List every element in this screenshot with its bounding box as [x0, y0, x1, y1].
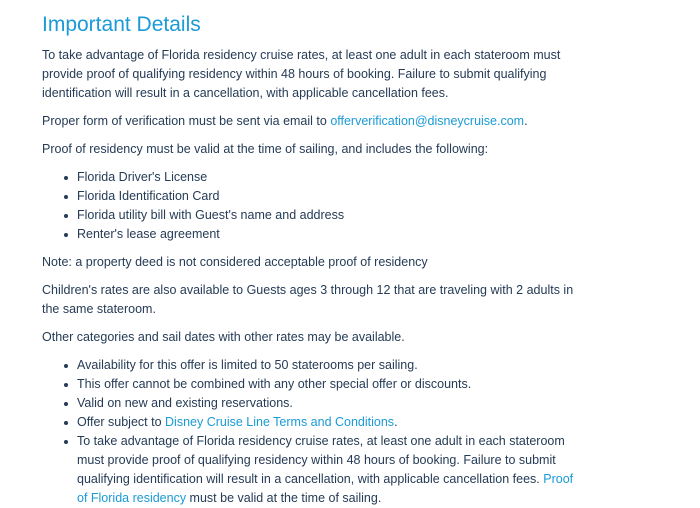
page-title: Important Details — [42, 13, 201, 36]
terms-list — [42, 356, 582, 508]
list-item — [77, 413, 582, 432]
verification-email-link[interactable]: offerverification@disneycruise.com — [330, 114, 525, 128]
terms-period: . — [394, 415, 398, 429]
residency-requirement-suffix: must be valid at the time of sailing. — [186, 491, 382, 505]
list-item: Availability for this offer is limited to 50 staterooms per sailing. — [77, 356, 582, 375]
proof-list — [42, 168, 582, 244]
list-item — [77, 432, 582, 508]
verification-period: . — [524, 114, 528, 128]
verification-text: Proper form of verification must be sent via email to — [42, 114, 331, 128]
proof-intro: Proof of residency must be valid at the time of sailing, and includes the following: — [42, 142, 489, 156]
list-item: This offer cannot be combined with any other special offer or discounts. — [77, 375, 582, 394]
list-item: Florida utility bill with Guest's name and address — [77, 206, 582, 225]
residency-requirement-text: To take advantage of Florida residency cruise rates, at least one adult in each stateroom must provide proof of qualifying residency within 48 hours of booking. Failure to submit qualifying identification will result in a cancellation, with applicable cancellation fees. — [77, 434, 565, 486]
list-item: Florida Identification Card — [77, 187, 582, 206]
verification-paragraph — [42, 112, 582, 131]
terms-text: Offer subject to — [77, 415, 166, 429]
note-paragraph: Note: a property deed is not considered acceptable proof of residency — [42, 255, 428, 269]
residency-paragraph: To take advantage of Florida residency cruise rates, at least one adult in each stateroom must provide proof of qualifying residency within 48 hours of booking. Failure to submit qualifying identification will result in a cancellation, with applicable cancellation fees. — [42, 48, 561, 100]
list-item: Florida Driver's License — [77, 168, 582, 187]
children-rates-paragraph: Children's rates are also available to Guests ages 3 through 12 that are traveling with 2 adults in the same stateroom. — [42, 283, 574, 316]
terms-and-conditions-link[interactable]: Disney Cruise Line Terms and Conditions — [165, 415, 395, 429]
list-item: Renter's lease agreement — [77, 225, 582, 244]
list-item: Valid on new and existing reservations. — [77, 394, 582, 413]
other-rates-paragraph: Other categories and sail dates with other rates may be available. — [42, 330, 405, 344]
proof-of-residency-link[interactable]: Proof of Florida residency — [77, 472, 574, 505]
